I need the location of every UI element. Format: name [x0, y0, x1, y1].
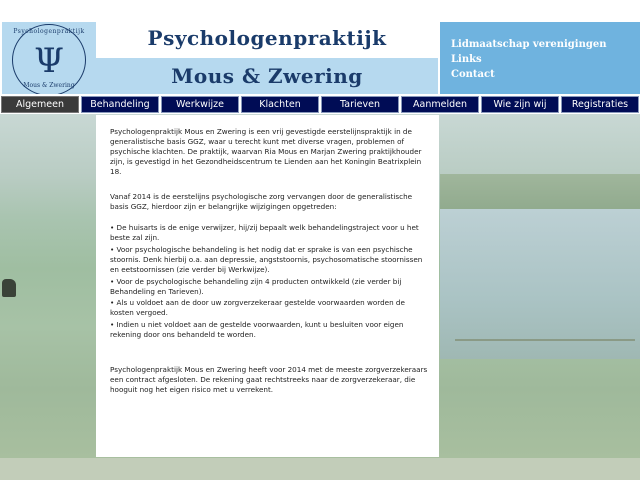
changes-intro-paragraph: Vanaf 2014 is de eerstelijns psychologische zorg vervangen door de generalistische basis GGZ, hierdoor zijn er belangrijke wijzigingen opgetreden:: [110, 192, 413, 211]
footer-strip: [0, 458, 640, 480]
link-lidmaatschap[interactable]: Lidmaatschap verenigingen: [451, 39, 607, 50]
logo-arc-bottom: Mous & Zwering: [23, 82, 75, 89]
tab-aanmelden[interactable]: Aanmelden: [401, 96, 479, 113]
fence-background: [455, 339, 635, 341]
quick-links-panel: [440, 22, 640, 94]
tab-werkwijze[interactable]: Werkwijze: [161, 96, 239, 113]
list-item: • Voor psychologische behandeling is het nodig dat er sprake is van een psychische stoornis. Denk hierbij o.a. aan depressie, angststoornis, psychosomatische stoornissen en eetstoornissen (zie verder bij Werkwijze).: [110, 245, 423, 274]
content-panel: [96, 115, 439, 457]
tab-klachten[interactable]: Klachten: [241, 96, 319, 113]
intro-paragraph: Psychologenpraktijk Mous en Zwering is een vrij gevestigde eerstelijnspraktijk in de generalistische basis GGZ, waar u terecht kunt met diverse vragen, problemen of psychische klachten. De praktijk, waarvan Ria Mous en Marjan Zwering praktijkhouder zijn, is gevestigd in het Gezondheidscentrum te Lienden aan het Koningin Beatrixplein 18.: [110, 127, 422, 176]
contracts-paragraph: Psychologenpraktijk Mous en Zwering heeft voor 2014 met de meeste zorgverzekeraars een contract afgesloten. De rekening gaat rechtstreeks naar de zorgverzekeraar, die hooguit nog het eigen risico met u verrekent.: [110, 365, 428, 394]
list-item: • Voor de psychologische behandeling zijn 4 producten ontwikkeld (zie verder bij Behandeling en Tarieven).: [110, 277, 402, 296]
tab-behandeling[interactable]: Behandeling: [81, 96, 159, 113]
logo-arc-top: Psychologenpraktijk: [13, 28, 85, 35]
link-contact[interactable]: Contact: [451, 69, 495, 80]
tab-wie-zijn-wij[interactable]: Wie zijn wij: [481, 96, 559, 113]
list-item: • Indien u niet voldoet aan de gestelde voorwaarden, kunt u besluiten voor eigen rekening door ons behandeld te worden.: [110, 320, 404, 339]
horse-silhouette: [2, 279, 16, 297]
link-links[interactable]: Links: [451, 54, 482, 65]
river-background: [440, 209, 640, 359]
trees-background: [440, 174, 640, 214]
main-nav: [0, 96, 640, 113]
tab-registraties[interactable]: Registraties: [561, 96, 639, 113]
list-item: • De huisarts is de enige verwijzer, hij/zij bepaalt welk behandelingstraject voor u het beste zal zijn.: [110, 223, 419, 242]
tab-tarieven[interactable]: Tarieven: [321, 96, 399, 113]
logo[interactable]: [2, 22, 96, 94]
list-item: • Als u voldoet aan de door uw zorgverzekeraar gestelde voorwaarden worden de kosten vergoed.: [110, 298, 405, 317]
tab-algemeen[interactable]: Algemeen: [1, 96, 79, 113]
site-title-line2: Mous & Zwering: [171, 64, 363, 88]
psi-icon: Ψ: [34, 41, 64, 81]
site-title-line1: Psychologenpraktijk: [147, 26, 387, 50]
